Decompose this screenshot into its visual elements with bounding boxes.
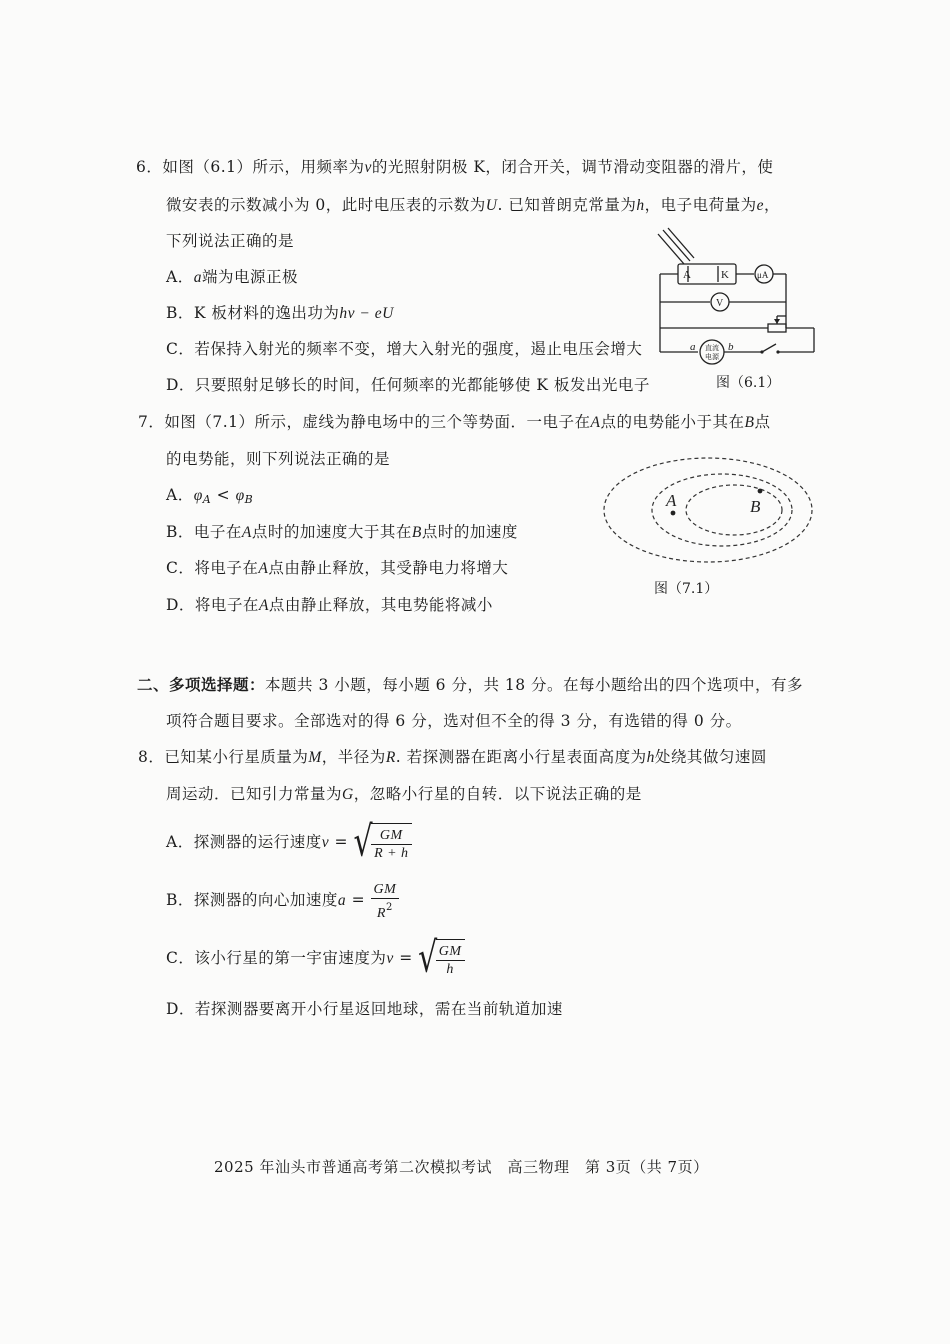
q7-text: 7．如图（7.1）所示，虚线为静电场中的三个等势面．一电子在 <box>138 413 591 431</box>
point-A: A <box>258 597 269 614</box>
mass-symbol: M <box>308 749 322 766</box>
q7-option-a[interactable] <box>166 484 253 511</box>
q7-option-d[interactable] <box>166 594 493 617</box>
sqrt-expression: √ $\frac{GM}{h}$ <box>418 938 464 980</box>
label-K: K <box>721 269 729 281</box>
q7-option-b[interactable] <box>166 521 518 544</box>
q7-text: 点 <box>754 413 771 431</box>
q8-text: 周运动．已知引力常量为 <box>166 785 343 803</box>
phi-symbol: φ <box>193 487 203 504</box>
q6-text: 的光照射阴极 K，闭合开关，调节滑动变阻器的滑片，使 <box>371 158 774 176</box>
option-text: B．K 板材料的逸出功为 <box>166 304 340 322</box>
fig-6-1-caption: 图（6.1） <box>716 375 781 391</box>
option-text: 点时的加速度大于其在 <box>251 523 412 541</box>
label-V: V <box>716 298 724 309</box>
height-symbol: h <box>646 749 655 766</box>
option-text: 点由静止释放，其受静电力将增大 <box>268 559 509 577</box>
section-title: 二、多项选择题： <box>137 675 266 694</box>
option-text: A．探测器的运行速度 <box>166 833 322 851</box>
option-label: A． <box>166 486 194 504</box>
nu-symbol: ν <box>364 159 372 176</box>
point-B-dot <box>758 489 763 494</box>
q6-option-c[interactable]: C．若保持入射光的频率不变，增大入射光的强度，遏止电压会增大 <box>166 340 643 358</box>
q8-line2 <box>166 783 642 806</box>
var-a: a <box>193 269 202 286</box>
equals: = <box>329 833 354 851</box>
q8-line1 <box>138 746 767 769</box>
q6-option-b[interactable] <box>166 302 394 325</box>
circuit-diagram <box>650 228 820 368</box>
fraction-denominator: R + h <box>374 846 409 862</box>
section-text: 本题共 3 小题，每小题 6 分，共 18 分。在每小题给出的四个选项中，有多 <box>265 676 804 694</box>
point-B: B <box>411 524 422 541</box>
point-A: A <box>241 524 252 541</box>
point-A: A <box>590 414 601 431</box>
light-ray <box>668 228 694 258</box>
q8-text: ，半径为 <box>321 748 386 766</box>
q6-text: 微安表的示数减小为 0，此时电压表的示数为 <box>166 196 486 214</box>
fraction <box>371 881 400 922</box>
q8-text: 处绕其做匀速圆 <box>654 748 767 766</box>
q6-text: 6．如图（6.1）所示，用频率为 <box>136 158 365 176</box>
planck-symbol: h <box>636 197 645 214</box>
option-text: 点由静止释放，其电势能将减小 <box>268 596 493 614</box>
charge-symbol: e <box>756 197 765 214</box>
label-A: A <box>683 269 691 281</box>
q6-text: ， <box>764 196 781 214</box>
fraction-denominator: R <box>376 905 386 921</box>
point-B: B <box>744 414 755 431</box>
q7-line2: 的电势能，则下列说法正确的是 <box>166 450 391 468</box>
q6-line2 <box>166 194 780 217</box>
rheostat <box>768 324 786 332</box>
fig-label-B: B <box>750 497 761 516</box>
equals: = <box>393 949 419 967</box>
q6-option-d[interactable]: D．只要照射足够长的时间，任何频率的光都能够使 K 板发出光电子 <box>166 376 650 394</box>
fig-label-A: A <box>666 491 677 510</box>
page-footer: 2025 年汕头市普通高考第二次模拟考试 高三物理 第 3页（共 7页） <box>214 1158 709 1176</box>
equals: = <box>346 891 371 909</box>
q6-option-a[interactable] <box>166 266 298 289</box>
option-label: A． <box>166 268 194 286</box>
exponent: 2 <box>385 901 393 913</box>
q6-line3: 下列说法正确的是 <box>166 232 295 250</box>
fig-7-1-caption: 图（7.1） <box>654 581 719 597</box>
q6-line1 <box>136 156 773 179</box>
label-source-1: 直流 <box>705 344 719 352</box>
q7-option-c[interactable] <box>166 557 508 580</box>
phi-symbol: φ <box>235 487 245 504</box>
q8-text: . 若探测器在距离小行星表面高度为 <box>395 748 647 766</box>
subscript-A: A <box>202 493 212 506</box>
point-A: A <box>258 560 269 577</box>
radius-symbol: R <box>385 749 396 766</box>
voltage-symbol: U <box>485 197 498 214</box>
work-function-formula: hν − eU <box>339 305 394 322</box>
section2-line1 <box>137 674 803 696</box>
q8-text: ，忽略小行星的自转．以下说法正确的是 <box>353 785 642 803</box>
sqrt-expression: √ $\frac{GM}{R + h}$ <box>353 822 411 864</box>
section2-line2: 项符合题目要求。全部选对的得 6 分，选对但不全的得 3 分，有选错的得 0 分。 <box>166 712 742 730</box>
option-text: B．电子在 <box>166 523 242 541</box>
q8-option-a[interactable] <box>166 818 412 868</box>
label-uA: μA <box>757 270 769 280</box>
label-b: b <box>728 341 734 353</box>
fraction-numerator: GM <box>371 827 412 845</box>
fraction-denominator: h <box>446 962 454 978</box>
q6-text: ，电子电荷量为 <box>644 196 757 214</box>
q8-option-c[interactable] <box>166 934 465 984</box>
equipotential-outer <box>604 458 812 562</box>
gravity-constant-symbol: G <box>342 786 354 803</box>
q7-line1 <box>138 411 770 434</box>
q6-text: . 已知普朗克常量为 <box>497 196 637 214</box>
option-text: 点时的加速度 <box>421 523 518 541</box>
light-ray <box>663 230 690 261</box>
point-A-dot <box>671 511 676 516</box>
q8-option-d[interactable]: D．若探测器要离开小行星返回地球，需在当前轨道加速 <box>166 1000 563 1018</box>
less-than: < <box>211 486 236 504</box>
switch <box>762 344 776 352</box>
q7-text: 点的电势能小于其在 <box>600 413 745 431</box>
equipotential-diagram <box>600 454 814 566</box>
subscript-B: B <box>244 493 254 506</box>
option-text: B．探测器的向心加速度 <box>166 891 338 909</box>
fraction-numerator: GM <box>371 881 400 899</box>
option-text: 端为电源正极 <box>201 268 298 286</box>
q8-option-b[interactable] <box>166 880 399 922</box>
option-text: C．该小行星的第一宇宙速度为 <box>166 949 387 967</box>
acceleration-symbol: a <box>337 892 347 909</box>
label-a: a <box>690 341 696 353</box>
equipotential-middle <box>652 474 792 546</box>
equipotential-inner <box>686 485 782 535</box>
option-text: C．将电子在 <box>166 559 259 577</box>
label-source-2: 电源 <box>705 353 719 361</box>
velocity-symbol: v <box>321 834 330 851</box>
velocity-symbol: v <box>386 950 394 967</box>
option-text: D．将电子在 <box>166 596 259 614</box>
q8-text: 8．已知某小行星质量为 <box>138 748 309 766</box>
fraction-numerator: GM <box>436 943 465 961</box>
